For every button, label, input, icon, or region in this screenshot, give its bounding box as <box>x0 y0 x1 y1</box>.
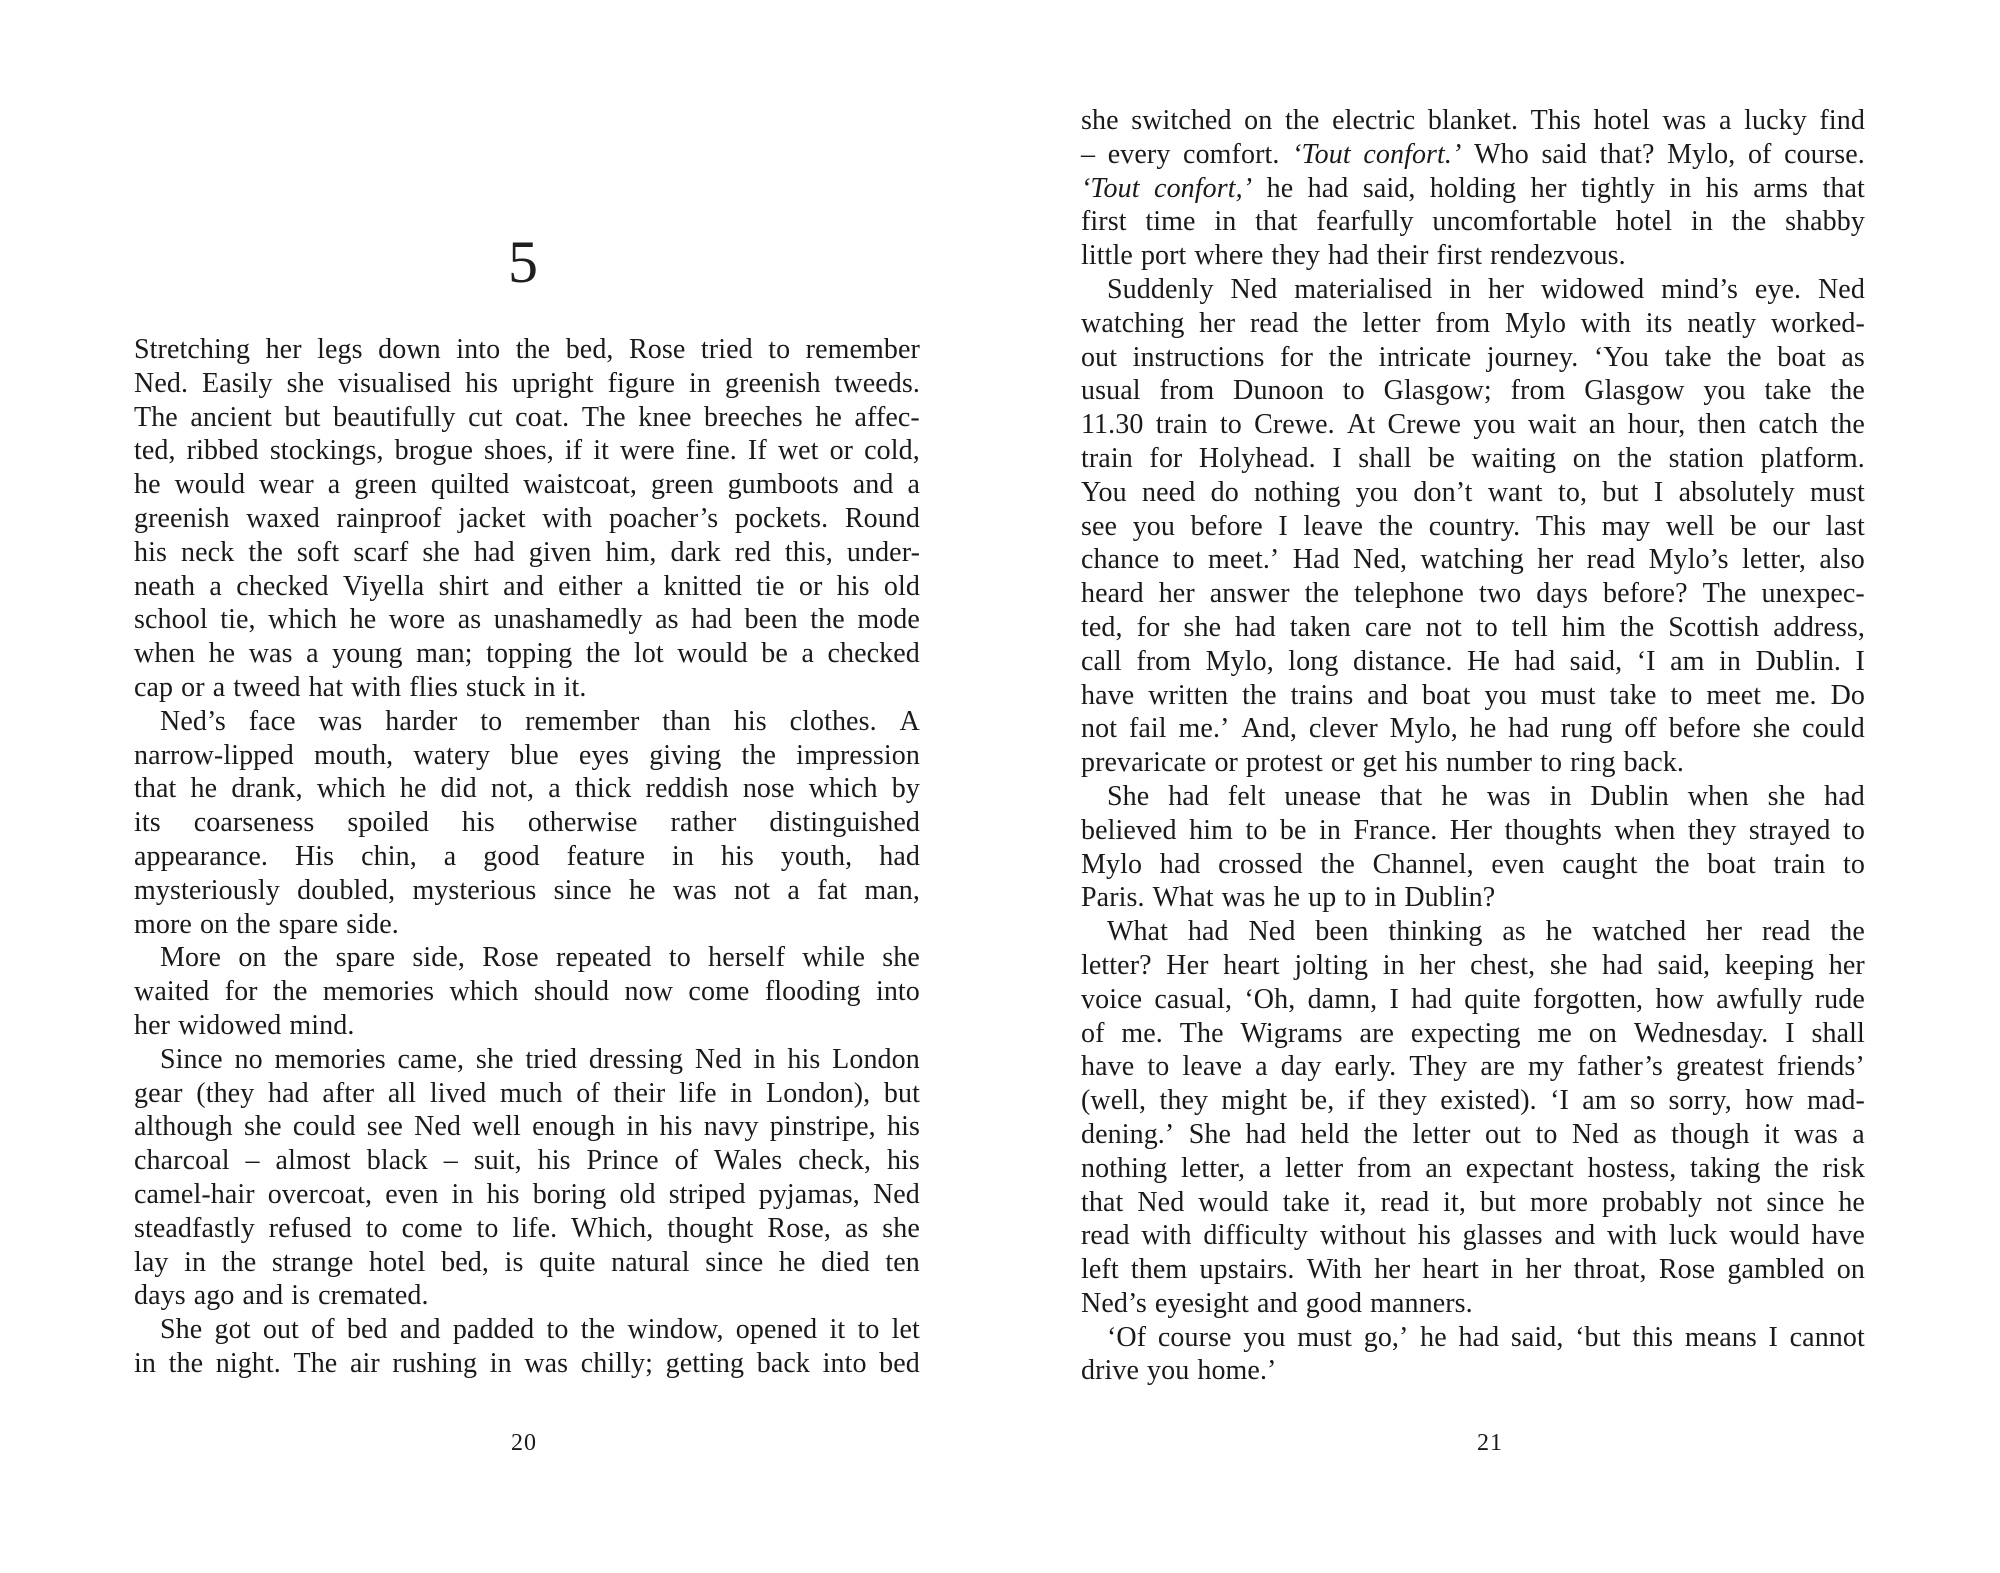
text-line: 11.30 train to Crewe. At Crewe you wait an hour, then catch the <box>1081 409 1865 441</box>
text-line: Stretching her legs down into the bed, Rose tried to remember <box>134 334 920 365</box>
text-line: gear (they had after all lived much of their life in London), but <box>134 1077 920 1109</box>
body-text <box>134 333 920 1381</box>
text-line: nothing letter, a letter from an expectant hostess, taking the risk <box>1081 1152 1865 1184</box>
text-line: cap or a tweed hat with flies stuck in it. <box>134 671 587 703</box>
text-line: school tie, which he wore as unashamedly as had been the mode <box>134 604 920 636</box>
text-line: narrow-lipped mouth, watery blue eyes giving the impression <box>134 739 920 771</box>
text-line: its coarseness spoiled his otherwise rather distinguished <box>134 807 920 839</box>
text-line: of me. The Wigrams are expecting me on Wednesday. I shall <box>1081 1017 1865 1049</box>
text-line: not fail me.’ And, clever Mylo, he had rung off before she could <box>1081 713 1865 745</box>
text-line: ‘Of course you must go,’ he had said, ‘but this means I cannot <box>1107 1321 1865 1353</box>
text-line: more on the spare side. <box>134 908 399 940</box>
text-line: days ago and is cremated. <box>134 1280 429 1312</box>
text-line: greenish waxed rainproof jacket with poacher’s pockets. Round <box>134 502 920 534</box>
text-line: she switched on the electric blanket. This hotel was a lucky find <box>1081 105 1865 136</box>
text-line: call from Mylo, long distance. He had said, ‘I am in Dublin. I <box>1081 645 1865 677</box>
text-line: voice casual, ‘Oh, damn, I had quite forgotten, how awfully rude <box>1081 983 1865 1015</box>
text-line: camel-hair overcoat, even in his boring old striped pyjamas, Ned <box>134 1178 920 1210</box>
text-line: little port where they had their first rendezvous. <box>1081 240 1626 272</box>
body-text <box>1081 104 1865 1388</box>
text-line: watching her read the letter from Mylo with its neatly worked- <box>1081 307 1865 339</box>
text-line: have written the trains and boat you must take to meet me. Do <box>1081 679 1865 711</box>
text-line: train for Holyhead. I shall be waiting on the station platform. <box>1081 442 1865 474</box>
text-line: that he drank, which he did not, a thick reddish nose which by <box>134 773 920 805</box>
text-line: read with difficulty without his glasses and with luck would have <box>1081 1220 1865 1252</box>
page-number: 20 <box>511 1430 537 1456</box>
text-line: Since no memories came, she tried dressing Ned in his London <box>160 1043 920 1075</box>
text-line: neath a checked Viyella shirt and either a knitted tie or his old <box>134 570 920 602</box>
text-line: Ned’s eyesight and good manners. <box>1081 1287 1473 1319</box>
text-line: dening.’ She had held the letter out to Ned as though it was a <box>1081 1118 1865 1150</box>
text-line: lay in the strange hotel bed, is quite natural since he died ten <box>134 1246 920 1278</box>
page-number: 21 <box>1477 1430 1503 1456</box>
text-line: She got out of bed and padded to the window, opened it to let <box>160 1314 920 1346</box>
text-line: waited for the memories which should now come flooding into <box>134 976 920 1008</box>
text-line: heard her answer the telephone two days before? The unexpec- <box>1081 578 1865 610</box>
text-line: although she could see Ned well enough in his navy pinstripe, his <box>134 1111 920 1143</box>
text-line: believed him to be in France. Her thoughts when they strayed to <box>1081 814 1865 846</box>
text-line: charcoal – almost black – suit, his Prince of Wales check, his <box>134 1145 920 1177</box>
text-line: chance to meet.’ Had Ned, watching her read Mylo’s letter, also <box>1081 544 1865 576</box>
text-line: – every comfort. ‘Tout confort.’ Who said that? Mylo, of course. <box>1081 138 1865 170</box>
text-line: have to leave a day early. They are my father’s greatest friends’ <box>1081 1051 1865 1083</box>
text-line: ted, for she had taken care not to tell him the Scottish address, <box>1081 611 1865 643</box>
text-line: More on the spare side, Rose repeated to herself while she <box>160 942 920 974</box>
chapter-number: 5 <box>508 229 538 295</box>
text-line: her widowed mind. <box>134 1009 355 1041</box>
text-line: ted, ribbed stockings, brogue shoes, if it were fine. If wet or cold, <box>134 435 920 467</box>
text-line: appearance. His chin, a good feature in his youth, had <box>134 840 920 872</box>
text-line: that Ned would take it, read it, but more probably not since he <box>1081 1186 1865 1218</box>
text-line: usual from Dunoon to Glasgow; from Glasgow you take the <box>1081 375 1865 407</box>
text-line: steadfastly refused to come to life. Which, thought Rose, as she <box>134 1212 920 1244</box>
text-line: in the night. The air rushing in was chilly; getting back into bed <box>134 1347 920 1379</box>
text-line: Mylo had crossed the Channel, even caught the boat train to <box>1081 848 1865 880</box>
text-line: Suddenly Ned materialised in her widowed mind’s eye. Ned <box>1107 273 1865 305</box>
text-line: see you before I leave the country. This may well be our last <box>1081 510 1865 542</box>
text-line: he would wear a green quilted waistcoat, green gumboots and a <box>134 469 920 501</box>
text-line: Ned’s face was harder to remember than his clothes. A <box>160 705 920 737</box>
text-line: Paris. What was he up to in Dublin? <box>1081 882 1496 914</box>
text-line: (well, they might be, if they existed). ‘I am so sorry, how mad- <box>1081 1085 1865 1117</box>
text-line: What had Ned been thinking as he watched her read the <box>1107 916 1865 948</box>
text-line: letter? Her heart jolting in her chest, she had said, keeping her <box>1081 949 1865 981</box>
text-line: first time in that fearfully uncomfortable hotel in the shabby <box>1081 206 1865 238</box>
text-line: when he was a young man; topping the lot would be a checked <box>134 638 920 670</box>
text-line: The ancient but beautifully cut coat. The knee breeches he affec- <box>134 401 920 433</box>
text-line: ‘Tout confort,’ he had said, holding her tightly in his arms that <box>1081 172 1865 204</box>
text-line: drive you home.’ <box>1081 1355 1277 1387</box>
text-line: Ned. Easily she visualised his upright figure in greenish tweeds. <box>134 367 920 399</box>
text-line: his neck the soft scarf she had given him, dark red this, under- <box>134 536 920 568</box>
text-line: She had felt unease that he was in Dublin when she had <box>1107 780 1865 812</box>
text-line: mysteriously doubled, mysterious since he was not a fat man, <box>134 874 920 906</box>
right-page <box>1000 0 2000 1573</box>
text-line: out instructions for the intricate journey. ‘You take the boat as <box>1081 341 1865 373</box>
text-line: prevaricate or protest or get his number to ring back. <box>1081 747 1684 779</box>
text-line: You need do nothing you don’t want to, but I absolutely must <box>1081 476 1865 508</box>
text-line: left them upstairs. With her heart in her throat, Rose gambled on <box>1081 1254 1865 1286</box>
